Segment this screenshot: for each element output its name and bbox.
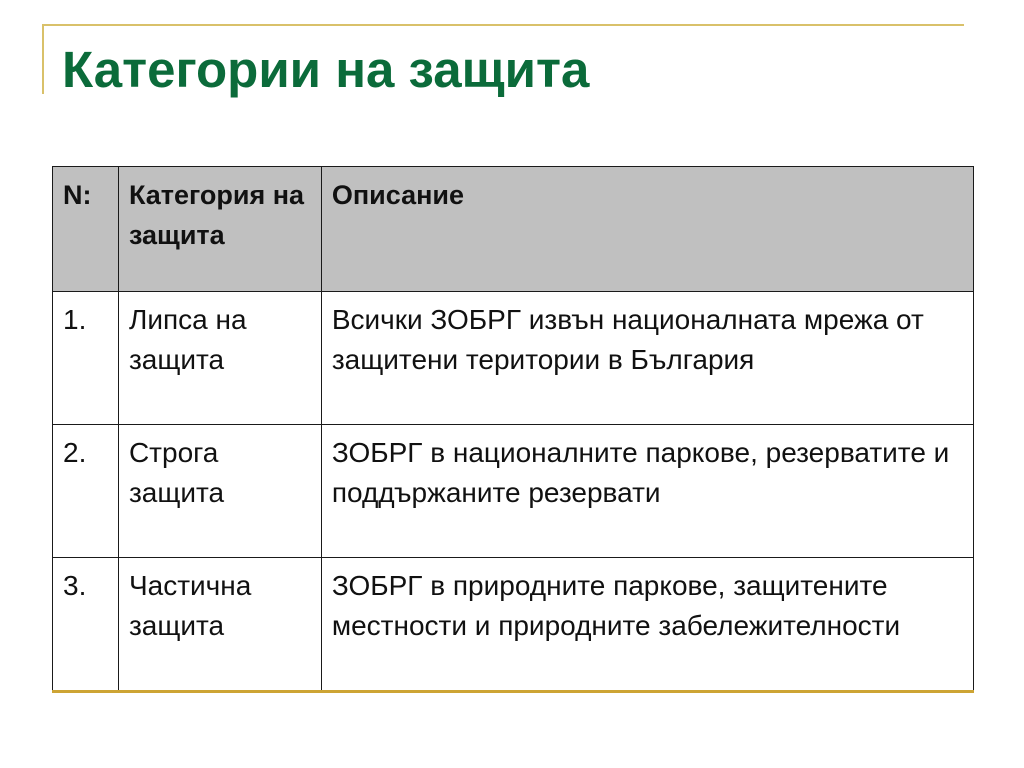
table-row — [53, 292, 974, 425]
table-row — [53, 558, 974, 692]
row-description: ЗОБРГ в националните паркове, резерватите и поддържаните резервати — [321, 425, 973, 558]
header-category: Категория на защита — [118, 167, 321, 292]
row-number: 3. — [53, 558, 119, 692]
header-number: N: — [53, 167, 119, 292]
row-description: Всички ЗОБРГ извън националната мрежа от защитени територии в България — [321, 292, 973, 425]
slide-title: Категории на защита — [62, 41, 590, 98]
table-row — [53, 425, 974, 558]
row-description: ЗОБРГ в природните паркове, защитените местности и природните забележителности — [321, 558, 973, 692]
row-category: Липса на защита — [118, 292, 321, 425]
row-number: 2. — [53, 425, 119, 558]
row-category: Частична защита — [118, 558, 321, 692]
row-category: Строга защита — [118, 425, 321, 558]
title-accent-line-horizontal — [42, 24, 964, 26]
protection-categories-table — [52, 166, 974, 693]
title-accent-line-vertical — [42, 24, 44, 94]
header-description: Описание — [321, 167, 973, 292]
row-number: 1. — [53, 292, 119, 425]
table-header-row — [53, 167, 974, 292]
